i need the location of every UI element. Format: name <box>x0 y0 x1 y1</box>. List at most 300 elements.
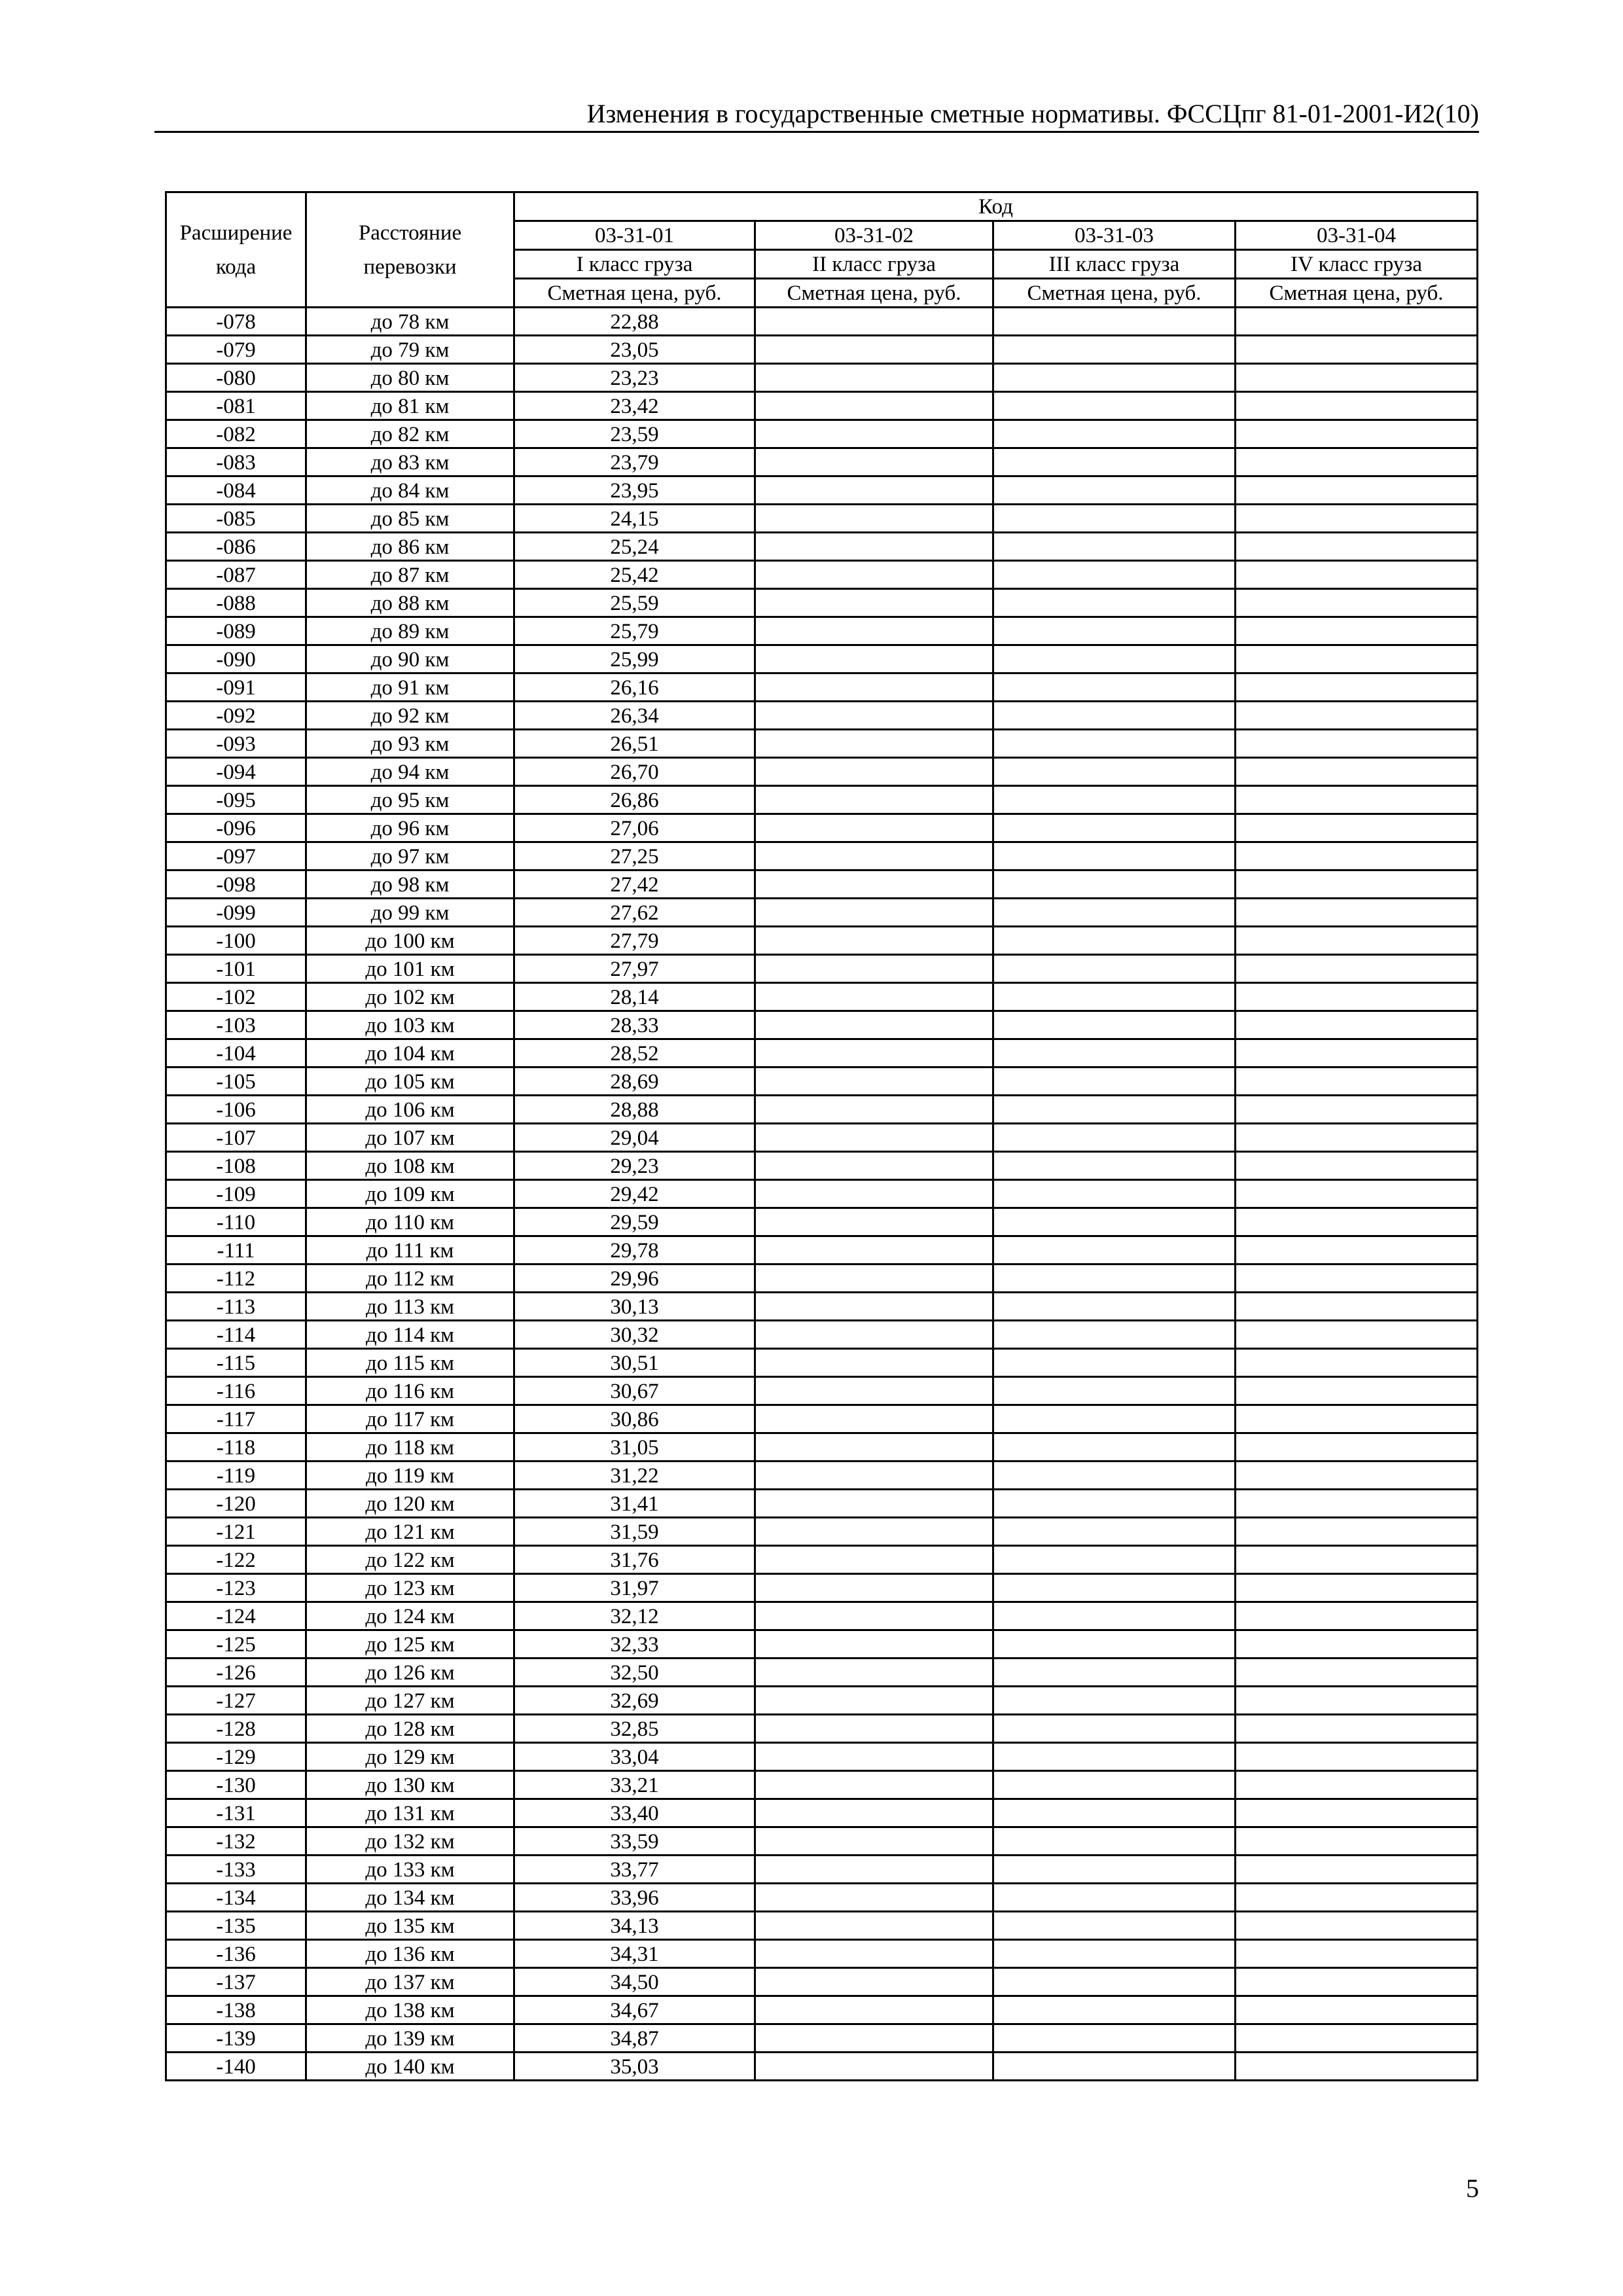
price-cell-class-3 <box>993 1433 1236 1462</box>
price-cell-class-2 <box>755 1462 993 1490</box>
price-cell-class-1: 29,04 <box>514 1124 755 1152</box>
price-cell-class-1: 33,40 <box>514 1799 755 1827</box>
price-cell-class-4 <box>1236 814 1478 842</box>
price-cell-class-1: 33,21 <box>514 1771 755 1799</box>
distance-cell: до 112 км <box>306 1265 514 1293</box>
price-cell-class-2 <box>755 1715 993 1743</box>
price-cell-class-4 <box>1236 1433 1478 1462</box>
price-cell-class-2 <box>755 1856 993 1884</box>
price-cell-class-2 <box>755 2024 993 2053</box>
code-cell: -114 <box>166 1321 306 1349</box>
price-cell-class-1: 30,67 <box>514 1377 755 1405</box>
price-cell-class-2 <box>755 1659 993 1687</box>
price-cell-class-1: 32,85 <box>514 1715 755 1743</box>
distance-cell: до 99 км <box>306 899 514 927</box>
distance-cell: до 81 км <box>306 392 514 420</box>
unit-header: Сметная цена, руб. <box>514 279 755 308</box>
price-cell-class-1: 32,12 <box>514 1602 755 1630</box>
price-cell-class-2 <box>755 758 993 786</box>
table-row <box>166 1518 1478 1546</box>
code-header: 03-31-01 <box>514 221 755 250</box>
table-row <box>166 1715 1478 1743</box>
price-cell-class-2 <box>755 1180 993 1208</box>
table-row <box>166 983 1478 1011</box>
price-cell-class-4 <box>1236 1799 1478 1827</box>
price-cell-class-3 <box>993 617 1236 645</box>
code-cell: -138 <box>166 1996 306 2024</box>
price-cell-class-1: 25,99 <box>514 645 755 673</box>
table-row <box>166 1152 1478 1180</box>
price-cell-class-2 <box>755 1912 993 1940</box>
table-row <box>166 1265 1478 1293</box>
price-cell-class-4 <box>1236 1265 1478 1293</box>
code-cell: -137 <box>166 1968 306 1996</box>
price-cell-class-4 <box>1236 476 1478 505</box>
unit-header: Сметная цена, руб. <box>755 279 993 308</box>
price-cell-class-4 <box>1236 1659 1478 1687</box>
code-cell: -124 <box>166 1602 306 1630</box>
price-cell-class-4 <box>1236 927 1478 955</box>
price-cell-class-2 <box>755 1996 993 2024</box>
code-cell: -085 <box>166 505 306 533</box>
price-cell-class-1: 33,04 <box>514 1743 755 1771</box>
price-cell-class-4 <box>1236 1124 1478 1152</box>
price-cell-class-1: 23,59 <box>514 420 755 448</box>
price-cell-class-2 <box>755 1827 993 1856</box>
price-cell-class-1: 27,25 <box>514 842 755 870</box>
code-cell: -091 <box>166 673 306 702</box>
distance-cell: до 116 км <box>306 1377 514 1405</box>
price-cell-class-3 <box>993 1152 1236 1180</box>
price-cell-class-3 <box>993 1236 1236 1265</box>
distance-cell: до 126 км <box>306 1659 514 1687</box>
price-cell-class-2 <box>755 561 993 589</box>
price-cell-class-4 <box>1236 1293 1478 1321</box>
price-cell-class-1: 27,42 <box>514 870 755 899</box>
code-cell: -133 <box>166 1856 306 1884</box>
code-cell: -127 <box>166 1687 306 1715</box>
distance-cell: до 96 км <box>306 814 514 842</box>
price-cell-class-2 <box>755 336 993 364</box>
price-cell-class-3 <box>993 1630 1236 1659</box>
distance-cell: до 108 км <box>306 1152 514 1180</box>
distance-cell: до 89 км <box>306 617 514 645</box>
price-cell-class-4 <box>1236 1208 1478 1236</box>
code-cell: -107 <box>166 1124 306 1152</box>
price-cell-class-3 <box>993 1715 1236 1743</box>
price-cell-class-4 <box>1236 1490 1478 1518</box>
table-row <box>166 1096 1478 1124</box>
code-cell: -097 <box>166 842 306 870</box>
price-cell-class-3 <box>993 899 1236 927</box>
price-cell-class-4 <box>1236 702 1478 730</box>
price-cell-class-4 <box>1236 1715 1478 1743</box>
price-cell-class-2 <box>755 1067 993 1096</box>
price-cell-class-3 <box>993 364 1236 392</box>
price-cell-class-3 <box>993 1743 1236 1771</box>
price-cell-class-4 <box>1236 983 1478 1011</box>
price-cell-class-2 <box>755 1574 993 1602</box>
table-row <box>166 2053 1478 2081</box>
distance-cell: до 121 км <box>306 1518 514 1546</box>
code-cell: -128 <box>166 1715 306 1743</box>
price-cell-class-1: 34,87 <box>514 2024 755 2053</box>
distance-cell: до 125 км <box>306 1630 514 1659</box>
price-cell-class-2 <box>755 1236 993 1265</box>
col-header-expansion: Расширение кода <box>166 192 306 308</box>
code-cell: -105 <box>166 1067 306 1096</box>
price-cell-class-4 <box>1236 1687 1478 1715</box>
price-cell-class-3 <box>993 1574 1236 1602</box>
price-cell-class-1: 25,79 <box>514 617 755 645</box>
distance-cell: до 79 км <box>306 336 514 364</box>
distance-cell: до 114 км <box>306 1321 514 1349</box>
price-cell-class-1: 23,95 <box>514 476 755 505</box>
price-cell-class-4 <box>1236 2053 1478 2081</box>
page-number: 5 <box>1466 2174 1479 2203</box>
price-table <box>165 191 1478 2081</box>
distance-cell: до 124 км <box>306 1602 514 1630</box>
price-cell-class-3 <box>993 1884 1236 1912</box>
table-row <box>166 364 1478 392</box>
code-cell: -111 <box>166 1236 306 1265</box>
code-cell: -126 <box>166 1659 306 1687</box>
code-cell: -079 <box>166 336 306 364</box>
price-cell-class-3 <box>993 505 1236 533</box>
code-cell: -078 <box>166 308 306 336</box>
code-cell: -110 <box>166 1208 306 1236</box>
table-row <box>166 1490 1478 1518</box>
price-cell-class-2 <box>755 1349 993 1377</box>
table-row <box>166 1011 1478 1039</box>
price-cell-class-1: 31,76 <box>514 1546 755 1574</box>
table-row <box>166 1659 1478 1687</box>
price-cell-class-3 <box>993 561 1236 589</box>
price-cell-class-4 <box>1236 1349 1478 1377</box>
code-cell: -089 <box>166 617 306 645</box>
table-row <box>166 758 1478 786</box>
price-cell-class-4 <box>1236 336 1478 364</box>
distance-cell: до 91 км <box>306 673 514 702</box>
price-cell-class-2 <box>755 870 993 899</box>
price-cell-class-1: 28,88 <box>514 1096 755 1124</box>
price-cell-class-2 <box>755 927 993 955</box>
price-cell-class-4 <box>1236 1067 1478 1096</box>
code-cell: -109 <box>166 1180 306 1208</box>
table-row <box>166 336 1478 364</box>
price-cell-class-3 <box>993 1687 1236 1715</box>
price-cell-class-3 <box>993 448 1236 476</box>
table-row <box>166 1884 1478 1912</box>
price-cell-class-4 <box>1236 1236 1478 1265</box>
price-cell-class-1: 28,52 <box>514 1039 755 1067</box>
price-cell-class-2 <box>755 1096 993 1124</box>
distance-cell: до 100 км <box>306 927 514 955</box>
price-cell-class-4 <box>1236 533 1478 561</box>
distance-cell: до 102 км <box>306 983 514 1011</box>
price-cell-class-3 <box>993 955 1236 983</box>
price-cell-class-2 <box>755 814 993 842</box>
price-cell-class-2 <box>755 1630 993 1659</box>
table-row <box>166 842 1478 870</box>
price-cell-class-4 <box>1236 786 1478 814</box>
distance-cell: до 135 км <box>306 1912 514 1940</box>
code-cell: -093 <box>166 730 306 758</box>
distance-cell: до 95 км <box>306 786 514 814</box>
code-cell: -096 <box>166 814 306 842</box>
price-cell-class-3 <box>993 1405 1236 1433</box>
price-cell-class-1: 35,03 <box>514 2053 755 2081</box>
price-cell-class-2 <box>755 1940 993 1968</box>
price-cell-class-1: 31,97 <box>514 1574 755 1602</box>
table-row <box>166 673 1478 702</box>
class-header: III класс груза <box>993 250 1236 279</box>
price-cell-class-3 <box>993 786 1236 814</box>
table-row <box>166 645 1478 673</box>
price-cell-class-2 <box>755 730 993 758</box>
table-row <box>166 1321 1478 1349</box>
price-cell-class-4 <box>1236 1996 1478 2024</box>
price-cell-class-4 <box>1236 955 1478 983</box>
price-cell-class-1: 31,05 <box>514 1433 755 1462</box>
page-header <box>154 99 1479 133</box>
code-cell: -082 <box>166 420 306 448</box>
price-cell-class-1: 31,41 <box>514 1490 755 1518</box>
price-cell-class-1: 30,51 <box>514 1349 755 1377</box>
distance-cell: до 113 км <box>306 1293 514 1321</box>
class-header: IV класс груза <box>1236 250 1478 279</box>
price-cell-class-3 <box>993 589 1236 617</box>
price-cell-class-3 <box>993 645 1236 673</box>
price-cell-class-2 <box>755 1124 993 1152</box>
price-cell-class-1: 28,69 <box>514 1067 755 1096</box>
code-cell: -135 <box>166 1912 306 1940</box>
price-cell-class-1: 23,42 <box>514 392 755 420</box>
price-cell-class-4 <box>1236 870 1478 899</box>
price-cell-class-2 <box>755 786 993 814</box>
price-cell-class-2 <box>755 448 993 476</box>
price-cell-class-1: 30,13 <box>514 1293 755 1321</box>
price-cell-class-3 <box>993 870 1236 899</box>
price-cell-class-2 <box>755 1771 993 1799</box>
distance-cell: до 107 км <box>306 1124 514 1152</box>
distance-cell: до 86 км <box>306 533 514 561</box>
price-cell-class-4 <box>1236 1574 1478 1602</box>
price-cell-class-4 <box>1236 2024 1478 2053</box>
price-cell-class-3 <box>993 1546 1236 1574</box>
code-cell: -086 <box>166 533 306 561</box>
code-cell: -139 <box>166 2024 306 2053</box>
price-cell-class-3 <box>993 1940 1236 1968</box>
price-cell-class-3 <box>993 1011 1236 1039</box>
table-row <box>166 561 1478 589</box>
code-cell: -088 <box>166 589 306 617</box>
table-row <box>166 1940 1478 1968</box>
distance-cell: до 105 км <box>306 1067 514 1096</box>
distance-cell: до 120 км <box>306 1490 514 1518</box>
code-cell: -106 <box>166 1096 306 1124</box>
class-header: I класс груза <box>514 250 755 279</box>
distance-cell: до 138 км <box>306 1996 514 2024</box>
price-cell-class-3 <box>993 1265 1236 1293</box>
price-cell-class-4 <box>1236 420 1478 448</box>
distance-cell: до 119 км <box>306 1462 514 1490</box>
price-cell-class-3 <box>993 1968 1236 1996</box>
price-cell-class-2 <box>755 1687 993 1715</box>
price-cell-class-3 <box>993 392 1236 420</box>
code-cell: -090 <box>166 645 306 673</box>
price-cell-class-4 <box>1236 899 1478 927</box>
table-row <box>166 1827 1478 1856</box>
col-header-distance: Расстояние перевозки <box>306 192 514 308</box>
price-cell-class-2 <box>755 617 993 645</box>
price-cell-class-1: 26,34 <box>514 702 755 730</box>
price-cell-class-3 <box>993 1321 1236 1349</box>
price-cell-class-1: 25,24 <box>514 533 755 561</box>
distance-cell: до 131 км <box>306 1799 514 1827</box>
price-cell-class-3 <box>993 730 1236 758</box>
code-cell: -112 <box>166 1265 306 1293</box>
code-cell: -122 <box>166 1546 306 1574</box>
code-cell: -121 <box>166 1518 306 1546</box>
price-cell-class-2 <box>755 1293 993 1321</box>
table-row <box>166 927 1478 955</box>
price-cell-class-3 <box>993 1602 1236 1630</box>
table-row <box>166 786 1478 814</box>
table-row <box>166 1039 1478 1067</box>
price-cell-class-3 <box>993 1996 1236 2024</box>
price-cell-class-2 <box>755 1152 993 1180</box>
code-cell: -087 <box>166 561 306 589</box>
price-cell-class-1: 25,59 <box>514 589 755 617</box>
price-cell-class-4 <box>1236 842 1478 870</box>
price-cell-class-1: 26,70 <box>514 758 755 786</box>
code-cell: -118 <box>166 1433 306 1462</box>
distance-cell: до 109 км <box>306 1180 514 1208</box>
price-cell-class-4 <box>1236 1856 1478 1884</box>
price-cell-class-4 <box>1236 364 1478 392</box>
price-cell-class-2 <box>755 1490 993 1518</box>
code-cell: -119 <box>166 1462 306 1490</box>
distance-cell: до 90 км <box>306 645 514 673</box>
price-cell-class-3 <box>993 1067 1236 1096</box>
price-cell-class-4 <box>1236 673 1478 702</box>
price-cell-class-2 <box>755 983 993 1011</box>
distance-cell: до 82 км <box>306 420 514 448</box>
price-cell-class-1: 34,50 <box>514 1968 755 1996</box>
price-cell-class-2 <box>755 1377 993 1405</box>
price-cell-class-1: 30,86 <box>514 1405 755 1433</box>
table-row <box>166 1687 1478 1715</box>
code-cell: -102 <box>166 983 306 1011</box>
distance-cell: до 118 км <box>306 1433 514 1462</box>
table-row <box>166 1293 1478 1321</box>
price-cell-class-4 <box>1236 617 1478 645</box>
table-row <box>166 1462 1478 1490</box>
distance-cell: до 110 км <box>306 1208 514 1236</box>
table-row <box>166 1405 1478 1433</box>
code-header: 03-31-02 <box>755 221 993 250</box>
distance-cell: до 123 км <box>306 1574 514 1602</box>
code-cell: -140 <box>166 2053 306 2081</box>
table-row <box>166 1743 1478 1771</box>
price-cell-class-1: 23,05 <box>514 336 755 364</box>
price-cell-class-3 <box>993 1377 1236 1405</box>
price-cell-class-4 <box>1236 561 1478 589</box>
price-cell-class-2 <box>755 1321 993 1349</box>
table-row <box>166 1180 1478 1208</box>
code-cell: -130 <box>166 1771 306 1799</box>
distance-cell: до 136 км <box>306 1940 514 1968</box>
code-cell: -131 <box>166 1799 306 1827</box>
price-cell-class-3 <box>993 1771 1236 1799</box>
price-cell-class-1: 31,59 <box>514 1518 755 1546</box>
price-cell-class-3 <box>993 1518 1236 1546</box>
table-row <box>166 1124 1478 1152</box>
price-cell-class-1: 33,96 <box>514 1884 755 1912</box>
price-cell-class-2 <box>755 1799 993 1827</box>
distance-cell: до 106 км <box>306 1096 514 1124</box>
price-cell-class-2 <box>755 1518 993 1546</box>
table-row <box>166 1996 1478 2024</box>
table-row <box>166 899 1478 927</box>
price-cell-class-3 <box>993 673 1236 702</box>
price-cell-class-4 <box>1236 589 1478 617</box>
price-cell-class-1: 23,23 <box>514 364 755 392</box>
table-row <box>166 1208 1478 1236</box>
price-cell-class-2 <box>755 1602 993 1630</box>
price-cell-class-1: 24,15 <box>514 505 755 533</box>
code-cell: -123 <box>166 1574 306 1602</box>
code-cell: -134 <box>166 1884 306 1912</box>
distance-cell: до 97 км <box>306 842 514 870</box>
price-cell-class-3 <box>993 1180 1236 1208</box>
distance-cell: до 128 км <box>306 1715 514 1743</box>
code-cell: -132 <box>166 1827 306 1856</box>
price-cell-class-3 <box>993 420 1236 448</box>
price-cell-class-3 <box>993 308 1236 336</box>
code-cell: -084 <box>166 476 306 505</box>
price-cell-class-1: 27,97 <box>514 955 755 983</box>
price-cell-class-4 <box>1236 1377 1478 1405</box>
code-cell: -129 <box>166 1743 306 1771</box>
col-header-code-group: Код <box>514 192 1478 221</box>
price-cell-class-1: 27,62 <box>514 899 755 927</box>
code-header: 03-31-03 <box>993 221 1236 250</box>
price-cell-class-1: 29,96 <box>514 1265 755 1293</box>
code-cell: -080 <box>166 364 306 392</box>
price-cell-class-4 <box>1236 392 1478 420</box>
code-cell: -113 <box>166 1293 306 1321</box>
price-cell-class-3 <box>993 1827 1236 1856</box>
price-cell-class-3 <box>993 2024 1236 2053</box>
table-row <box>166 505 1478 533</box>
code-cell: -120 <box>166 1490 306 1518</box>
table-row <box>166 1067 1478 1096</box>
price-cell-class-3 <box>993 927 1236 955</box>
distance-cell: до 130 км <box>306 1771 514 1799</box>
price-cell-class-2 <box>755 1743 993 1771</box>
price-cell-class-4 <box>1236 1884 1478 1912</box>
price-cell-class-1: 34,31 <box>514 1940 755 1968</box>
price-cell-class-4 <box>1236 1630 1478 1659</box>
price-cell-class-4 <box>1236 1321 1478 1349</box>
header-row-group <box>166 192 1478 221</box>
table-row <box>166 589 1478 617</box>
table-row <box>166 870 1478 899</box>
price-cell-class-4 <box>1236 1180 1478 1208</box>
table-row <box>166 1856 1478 1884</box>
